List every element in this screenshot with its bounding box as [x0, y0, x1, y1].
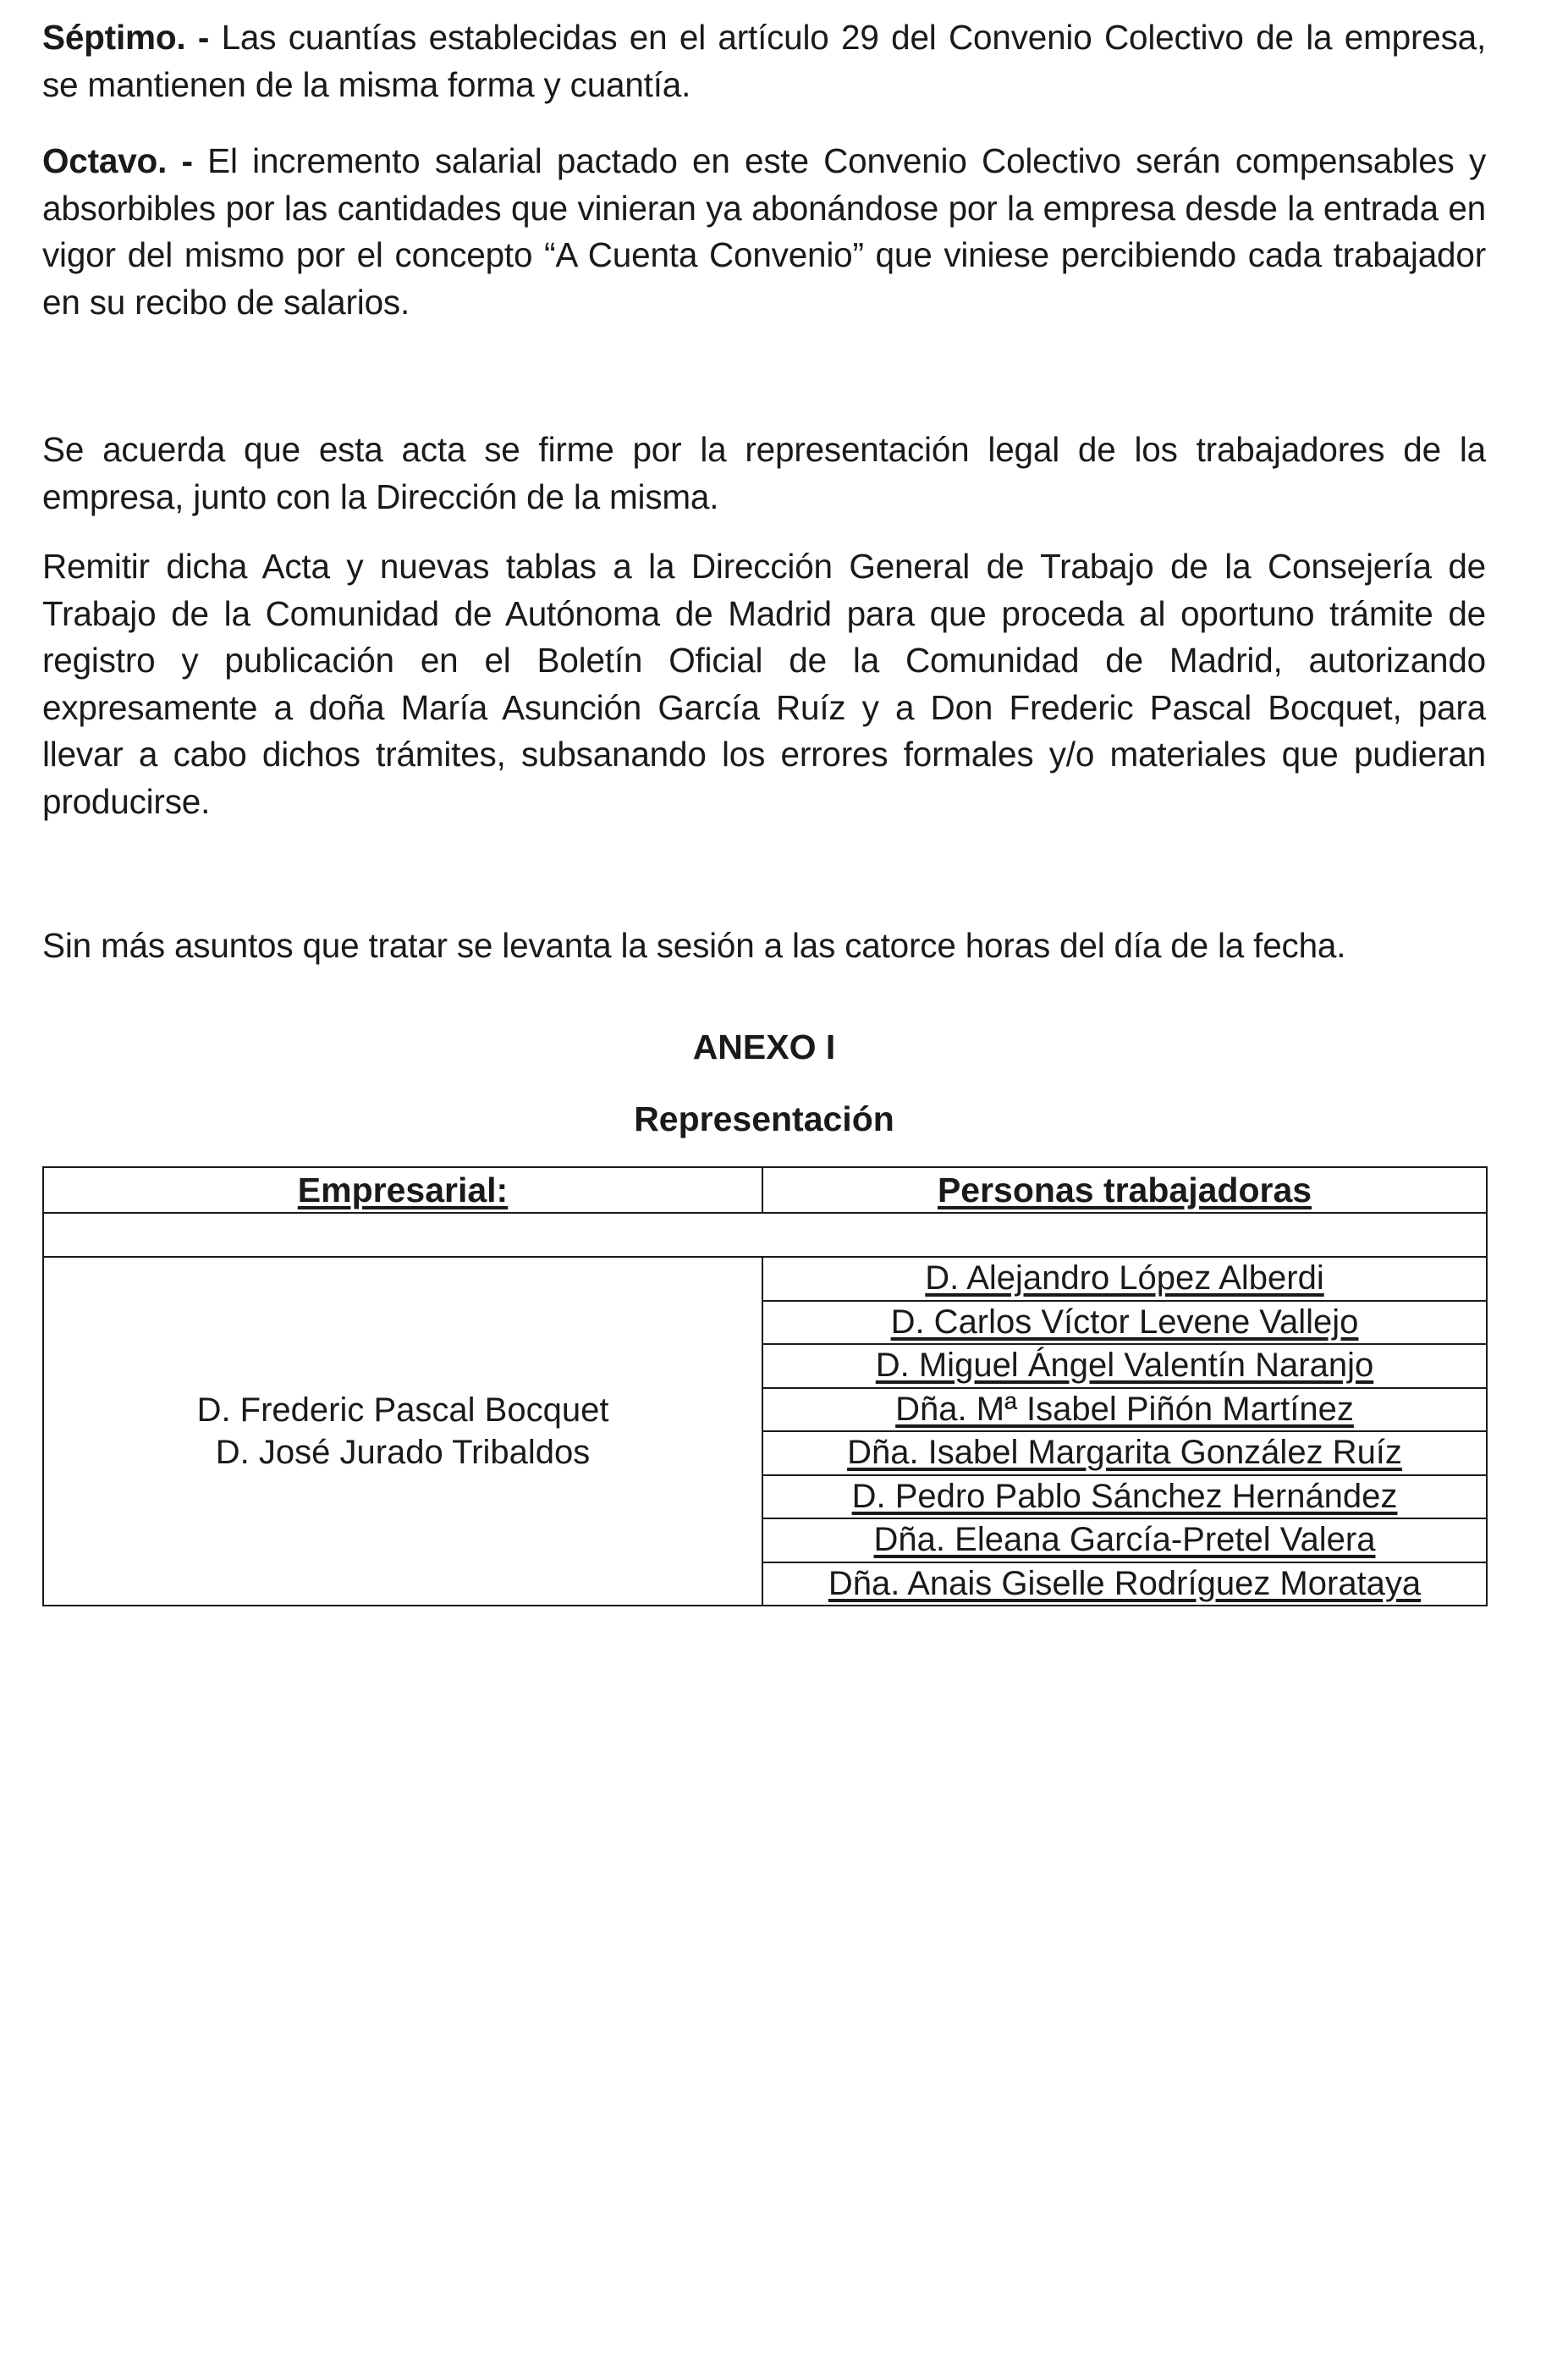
paragraph-cierre: Sin más asuntos que tratar se levanta la sesión a las catorce horas del día de la fecha. — [42, 926, 1346, 965]
worker-cell: D. Miguel Ángel Valentín Naranjo — [762, 1344, 1487, 1388]
annex-title: ANEXO I — [692, 1027, 836, 1066]
worker-cell: Dña. Anais Giselle Rodríguez Morataya — [762, 1562, 1487, 1606]
worker-cell: D. Pedro Pablo Sánchez Hernández — [762, 1475, 1487, 1519]
septimo-heading: Séptimo. - — [42, 18, 210, 57]
paragraph-octavo — [42, 138, 1486, 326]
table-header-row — [43, 1167, 1487, 1213]
septimo-text: Las cuantías establecidas en el artículo 29 del Convenio Colectivo de la empresa, se mantienen de la misma forma y cuantía. — [42, 18, 1486, 104]
empresarial-cell — [43, 1257, 762, 1606]
header-empresarial: Empresarial: — [43, 1167, 762, 1213]
octavo-text: El incremento salarial pactado en este Convenio Colectivo serán compensables y absorbibles por las cantidades que vinieran ya abonándose por la empresa desde la entrada en vigor del mismo por el concepto “A Cuenta Convenio” que viniese percibiendo cada trabajador en su recibo de salarios. — [42, 141, 1486, 322]
table-row — [43, 1257, 1487, 1301]
blank-cell — [43, 1213, 1487, 1257]
paragraph-firma: Se acuerda que esta acta se firme por la representación legal de los trabajadores de la empresa, junto con la Dirección de la misma. — [42, 430, 1486, 516]
empresarial-name: D. José Jurado Tribaldos — [215, 1434, 591, 1471]
worker-cell: Dña. Eleana García-Pretel Valera — [762, 1518, 1487, 1562]
worker-cell: D. Carlos Víctor Levene Vallejo — [762, 1301, 1487, 1345]
table-blank-row — [43, 1213, 1487, 1257]
worker-cell: D. Alejandro López Alberdi — [762, 1257, 1487, 1301]
worker-cell: Dña. Mª Isabel Piñón Martínez — [762, 1388, 1487, 1432]
worker-cell: Dña. Isabel Margarita González Ruíz — [762, 1431, 1487, 1475]
header-personas-trabajadoras: Personas trabajadoras — [762, 1167, 1487, 1213]
paragraph-remitir: Remitir dicha Acta y nuevas tablas a la Dirección General de Trabajo de la Consejería de Trabajo de la Comunidad de Autónoma de Madrid para que proceda al oportuno trámite de registro y publicación en el Boletín Oficial de la Comunidad de Madrid, autorizando expresamente a doña María Asunción García Ruíz y a Don Frederic Pascal Bocquet, para llevar a cabo dichos trámites, subsanando los errores formales y/o materiales que pudieran producirse. — [42, 547, 1486, 821]
paragraph-septimo — [42, 14, 1486, 108]
representation-table — [42, 1166, 1488, 1606]
annex-subtitle: Representación — [634, 1099, 894, 1138]
octavo-heading: Octavo. - — [42, 141, 193, 180]
empresarial-name: D. Frederic Pascal Bocquet — [196, 1391, 609, 1429]
